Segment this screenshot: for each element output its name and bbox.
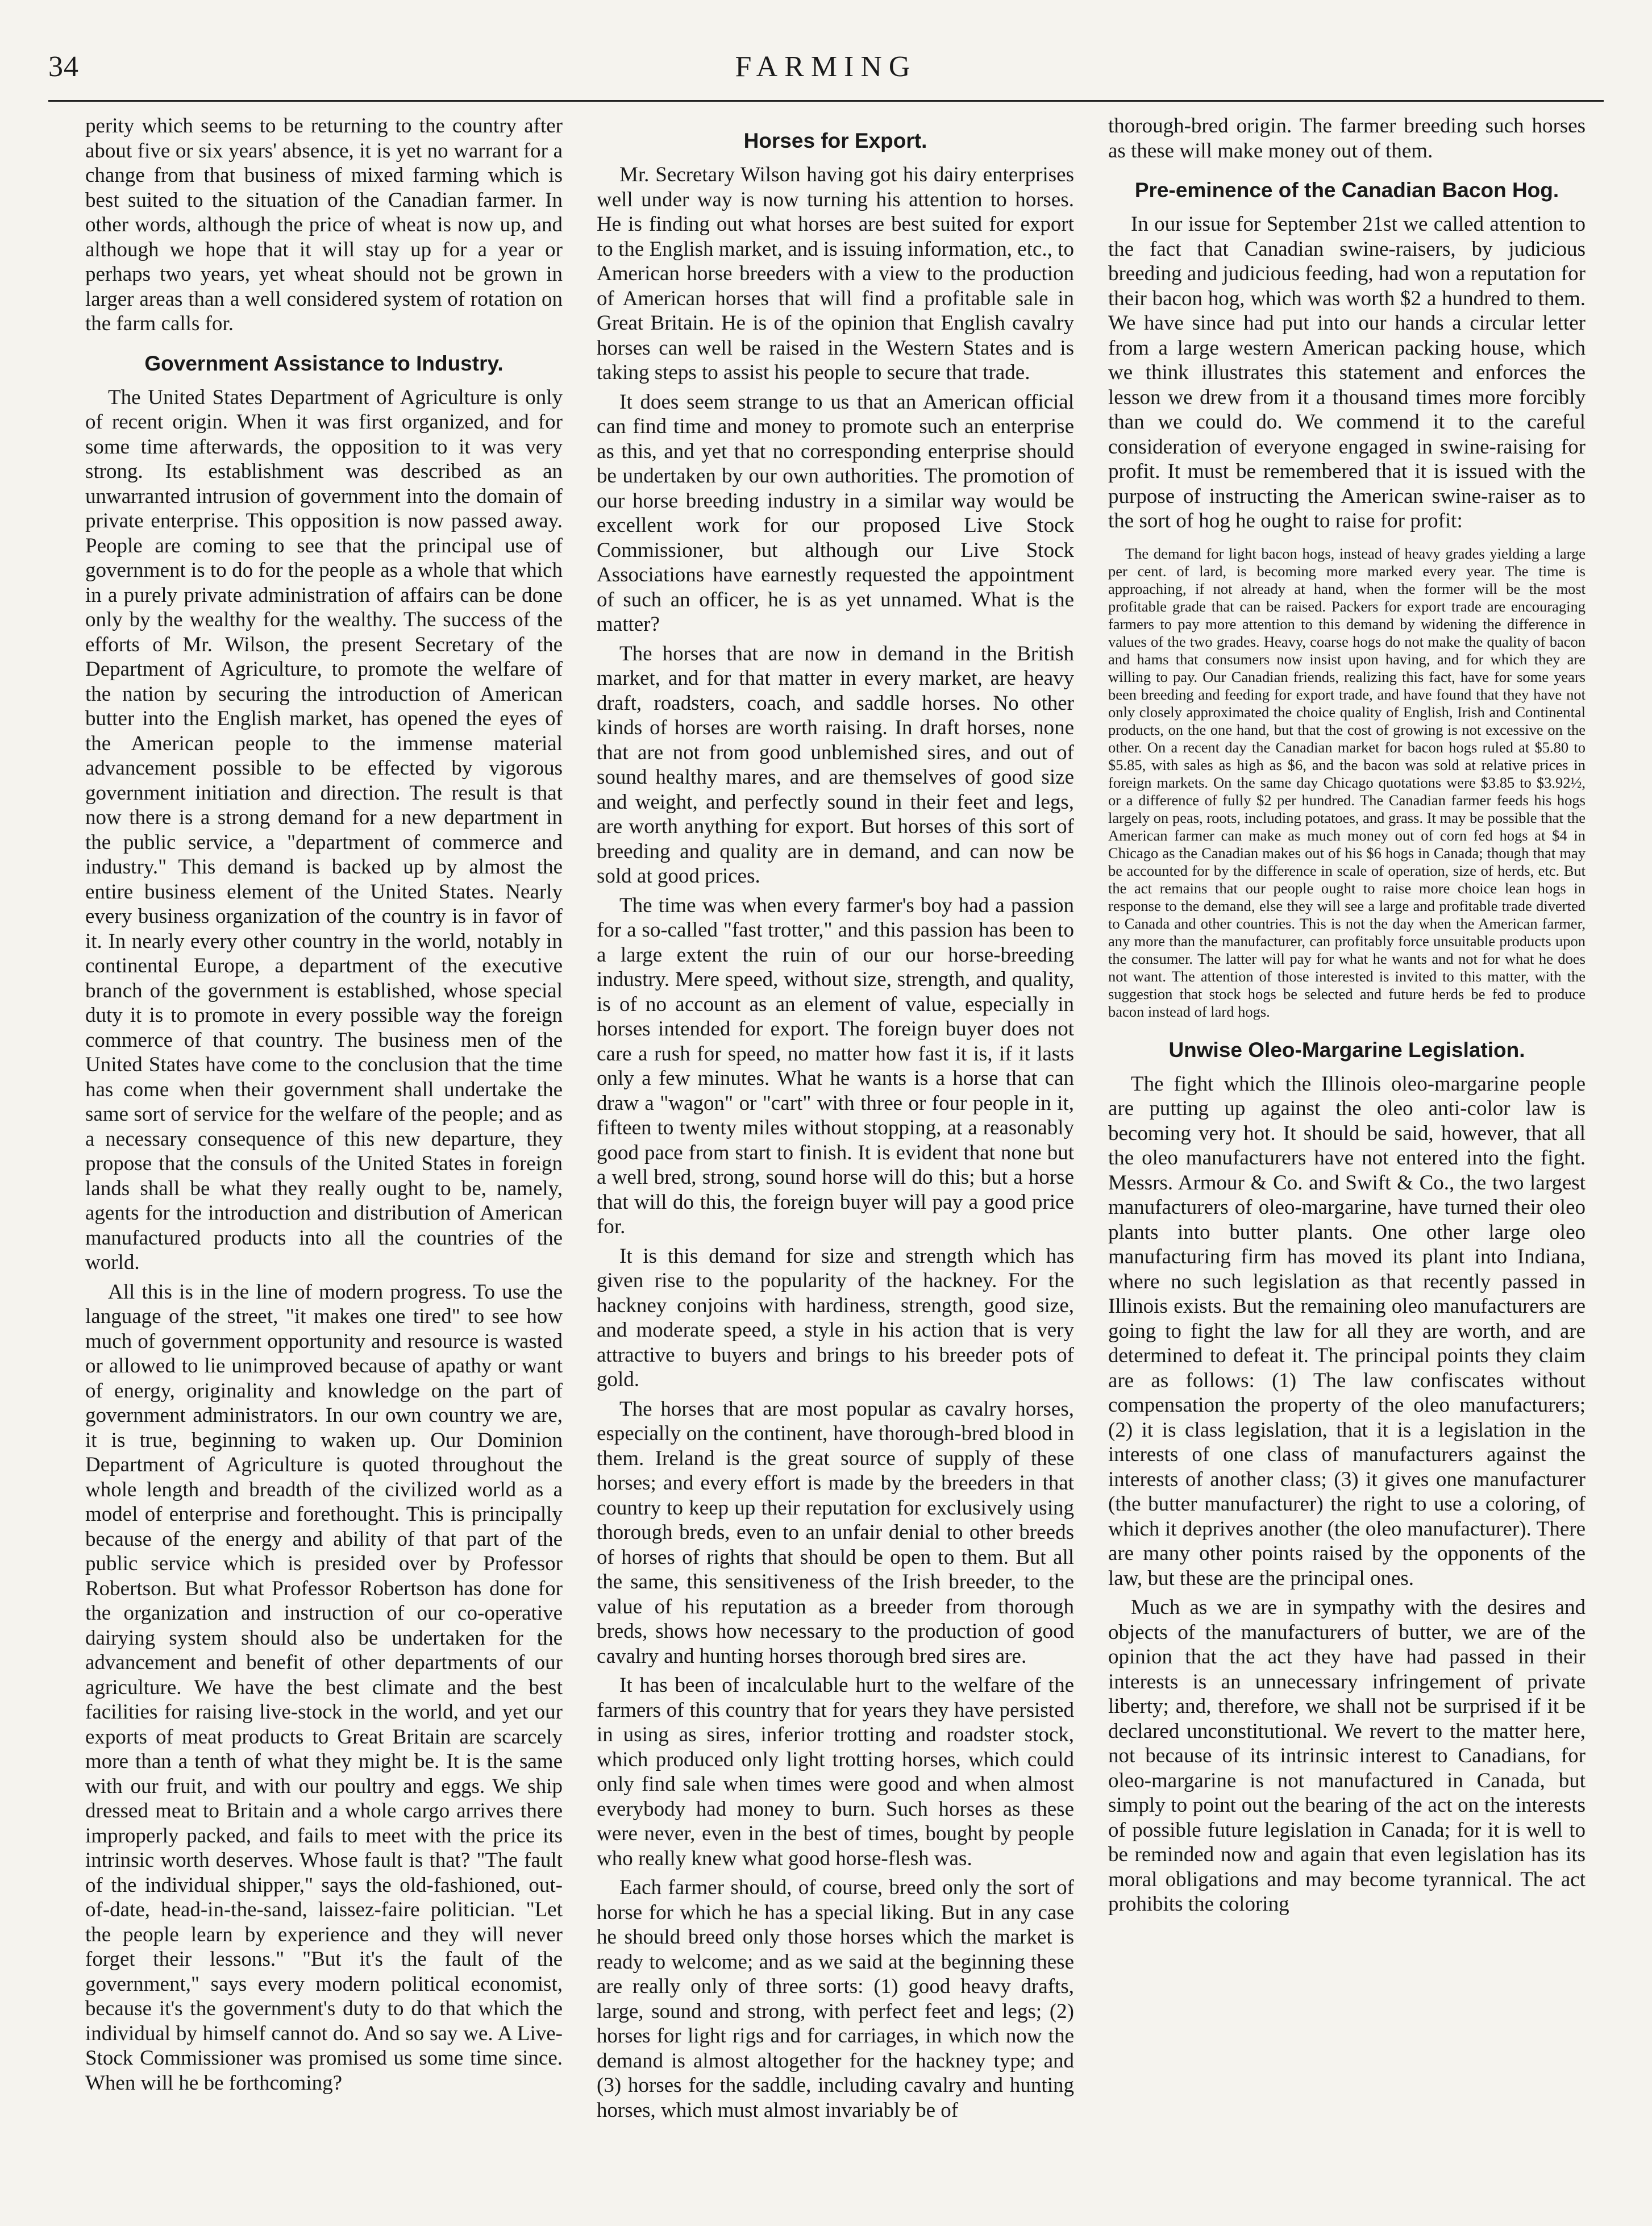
column-1 bbox=[85, 114, 563, 2171]
body-paragraph: The horses that are now in demand in the British market, and for that matter in every market, are heavy draft, roadsters, coach, and saddle horses. No other kinds of horses are worth raising. In draft horses, none that are not from good unblemished sires, and out of sound healthy mares, and are themselves of good size and weight, and perfectly sound in their feet and legs, are worth anything for export. But horses of this sort of breeding and quality are in demand, and can now be sold at good prices. bbox=[597, 642, 1074, 888]
body-paragraph: It is this demand for size and strength which has given rise to the popularity of the hackney. For the hackney conjoins with hardiness, strength, good size, and moderate speed, a style in his action that is very attractive to buyers and brings to his breeder pots of gold. bbox=[597, 1244, 1074, 1391]
body-paragraph: It has been of incalculable hurt to the welfare of the farmers of this country that for years they have persisted in using as sires, inferior trotting and roadster stock, which produced only light trotting horses, which could only find sale when times were good and when almost everybody had money to burn. Such horses as these were never, even in the best of times, bought by people who really knew what good horse-flesh was. bbox=[597, 1674, 1074, 1870]
quoted-paragraph: The demand for light bacon hogs, instead of heavy grades yielding a large per cent. of lard, is becoming more marked every year. The time is approaching, if not already at hand, when the former will be the most profitable grade that can be raised. Packers for export trade are encouraging farmers to pay more attention to this demand by widening the difference in values of the two grades. Heavy, coarse hogs do not make the quality of bacon and hams that consumers now insist upon having, and for which they are willing to pay. Our Canadian friends, realizing this fact, have for some years been breeding and feeding for export trade, and have found that they have not only closely approximated the choice quality of English, Irish and Continental products, on the one hand, but that the cost of growing is not excessive on the other. On a recent day the Canadian market for bacon hogs ruled at $5.80 to $5.85, with sales as high as $6, and the bacon was sold at relative prices in foreign markets. On the same day Chicago quotations were $3.85 to $3.92½, or a difference of fully $2 per hundred. The Canadian farmer feeds his hogs largely on peas, roots, including potatoes, and grass. It may be possible that the American farmer can make as much money out of corn fed hogs at $4 in Chicago as the Canadian makes out of his $6 hogs in Canada; though that may be accounted for by the difference in scale of operation, size of herds, etc. But the act remains that our people ought to raise more choice lean hogs in response to the demand, else they will see a large and profitable trade diverted to Canada and other countries. This is not the day when the American farmer, any more than the manufacturer, can profitably force unsuitable products upon the consumer. The latter will pay for what he wants and not for what he does not want. The attention of those interested is invited to this matter, with the suggestion that stock hogs be selected and future herds be fed to produce bacon instead of lard hogs. bbox=[1108, 544, 1586, 1020]
section-heading: Horses for Export. bbox=[743, 129, 927, 152]
column-2 bbox=[597, 114, 1074, 2171]
journal-title: FARMING bbox=[735, 51, 917, 83]
body-paragraph: thorough-bred origin. The farmer breeding such horses as these will make money out of them. bbox=[1108, 114, 1586, 163]
body-paragraph: Mr. Secretary Wilson having got his dairy enterprises well under way is now turning his attention to horses. He is finding out what horses are best suited for export to the English market, and is issuing information, etc., to American horse breeders with a view to the production of American horses that will find a profitable sale in Great Britain. He is of the opinion that English cavalry horses can well be raised in the Western States and is taking steps to assist his people to secure that trade. bbox=[597, 163, 1074, 384]
quoted-circular bbox=[1108, 545, 1586, 1021]
body-paragraph: The fight which the Illinois oleo-margarine people are putting up against the oleo anti-color law is becoming very hot. It should be said, however, that all the oleo manufacturers have not entered into the fight. Messrs. Armour & Co. and Swift & Co., the two largest manufacturers of oleo-margarine, have turned their oleo plants into butter plants. One other large oleo manufacturing firm has moved its plant into Indiana, where no such legislation as that recently passed in Illinois exists. But the remaining oleo manufacturers are going to fight the law for all they are worth, and are determined to defeat it. The principal points they claim are as follows: (1) The law confiscates without compensation the property of the oleo manufacturers; (2) it is class legislation, that it is a legislation in the interests of one class of manufacturers against the interests of another class; (3) it gives one manufacturer (the butter manufacturer) the right to use a coloring, of which it deprives another (the oleo manufacturer). There are many other points raised by the opponents of the law, but these are the principal ones. bbox=[1108, 1072, 1586, 1590]
body-paragraph: All this is in the line of modern progress. To use the language of the street, "it makes one tired" to see how much of government opportunity and resource is wasted or allowed to lie unimproved because of apathy or want of energy, originality and knowledge on the part of government administrators. In our own country we are, it is true, beginning to waken up. Our Dominion Department of Agriculture is quoted throughout the whole length and breadth of the civilized world as a model of enterprise and forethought. This is principally because of the energy and ability of that part of the public service which is presided over by Professor Robertson. But what Professor Robertson has done for the organization and instruction of our co-operative dairying system should also be undertaken for the advancement and benefit of other departments of our agriculture. We have the best climate and the best facilities for raising live-stock in the world, and yet our exports of meat products to Great Britain are scarcely more than a tenth of what they might be. It is the same with our fruit, and with our poultry and eggs. We ship dressed meat to Britain and a whole cargo arrives there improperly packed, and fails to meet with the price its intrinsic worth deserves. Whose fault is that? "The fault of the individual shipper," says the old-fashioned, out-of-date, head-in-the-sand, laissez-faire politician. "Let the people learn by experience and they will never forget their lessons." "But it's the fault of the government," says every modern political economist, because it's the government's duty to do that which the individual by himself cannot do. And so say we. A Live-Stock Commissioner was promised us some time since. When will he be forthcoming? bbox=[85, 1280, 563, 2095]
body-paragraph: The time was when every farmer's boy had a passion for a so-called "fast trotter," and this passion has been to a large extent the ruin of our our horse-breeding industry. Mere speed, without size, strength, and quality, is of no account as an element of value, especially in horses intended for export. The foreign buyer does not care a rush for speed, no matter how fast it is, if it lasts only a few minutes. What he wants is a horse that can draw a "wagon" or "cart" with three or four people in it, fifteen to twenty miles without stopping, at a reasonably good pace from start to finish. It is evident that none but a well bred, strong, sound horse will do this; but a horse that will do this, the foreign buyer will pay a good price for. bbox=[597, 893, 1074, 1238]
body-paragraph: In our issue for September 21st we called attention to the fact that Canadian swine-raisers, by judicious breeding and judicious feeding, had won a reputation for their bacon hog, which was worth $2 a hundred to them. We have since had put into our hands a circular letter from a large western American packing house, which we think illustrates this statement and enforces the lesson we drew from it a thousand times more forcibly than we could do. We commend it to the careful consideration of everyone engaged in swine-raising for profit. It must be remembered that it is issued with the purpose of instructing the American swine-raiser as to the sort of hog he ought to raise for profit: bbox=[1108, 213, 1586, 532]
header-rule bbox=[48, 100, 1604, 102]
body-paragraph: Much as we are in sympathy with the desires and objects of the manufacturers of butter, we are of the opinion that the act they have had passed in their interests is an unnecessary infringement of private liberty; and, therefore, we shall not be surprised if it be declared unconstitutional. We revert to the matter here, not because of its intrinsic interest to Canadians, for oleo-margarine is not manufactured in Canada, but simply to point out the bearing of the act on the interests of possible future legislation in Canada; for it is well to be reminded now and again that even legislation has its moral obligations and may become tyrannical. The act prohibits the coloring bbox=[1108, 1596, 1586, 1916]
body-paragraph: perity which seems to be returning to the country after about five or six years' absence, it is yet no warrant for a change from that business of mixed farming which is best suited to the situation of the Canadian farmer. In other words, although the price of wheat is now up, and although we hope that it will stay up for a year or perhaps two years, yet wheat should not be grown in larger areas than a well considered system of rotation on the farm calls for. bbox=[85, 114, 563, 335]
article-columns bbox=[85, 114, 1586, 2171]
column-3 bbox=[1108, 114, 1586, 2171]
section-heading: Pre-eminence of the Canadian Bacon Hog. bbox=[1134, 178, 1559, 202]
page-number: 34 bbox=[48, 51, 79, 83]
section-heading: Unwise Oleo-Margarine Legislation. bbox=[1168, 1038, 1525, 1062]
body-paragraph: The United States Department of Agriculture is only of recent origin. When it was first organized, and for some time afterwards, the opposition to it was very strong. Its establishment was described as an unwarranted intrusion of government into the domain of private enterprise. This opposition is now passed away. People are coming to see that the principal use of government is to do for the people as a whole that which in a purely private administration of affairs can be done only by the wealthy for the wealthy. The success of the efforts of Mr. Wilson, the present Secretary of the Department of Agriculture, to promote the welfare of the nation by securing the introduction of American butter into the English market, has opened the eyes of the American people to the immense material advancement possible to be effected by vigorous government initiation and direction. The result is that now there is a strong demand for a new department in the public service, a "department of commerce and industry." This demand is backed up by almost the entire business element of the United States. Nearly every business organization of the country is in favor of it. In nearly every other country in the world, notably in continental Europe, a department of the executive branch of the government is established, whose special duty it is to promote in every possible way the foreign commerce of that country. The business men of the United States have come to the conclusion that the time has come when their government shall undertake the same sort of service for the welfare of the people; and as a necessary consequence of this new departure, they propose that the consuls of the United States in foreign lands shall be what they really ought to be, namely, agents for the introduction and distribution of American manufactured products into all the countries of the world. bbox=[85, 385, 563, 1274]
body-paragraph: It does seem strange to us that an American official can find time and money to promote such an enterprise as this, and yet that no corresponding enterprise should be undertaken by our own authorities. The promotion of our horse breeding industry in a similar way would be excellent work for our proposed Live Stock Commissioner, but although our Live Stock Associations have earnestly requested the appointment of such an officer, he is as yet unnamed. What is the matter? bbox=[597, 390, 1074, 636]
body-paragraph: The horses that are most popular as cavalry horses, especially on the continent, have thorough-bred blood in them. Ireland is the great source of supply of these horses; and every effort is made by the breeders in that country to keep up their reputation for exclusively using thorough breds, even to an unfair denial to other breeds of horses of rights that should be open to them. But all the same, this sensitiveness of the Irish breeder, to the value of his reputation as a breeder from thorough breds, shows how necessary to the production of good cavalry and hunting horses thorough bred sires are. bbox=[597, 1397, 1074, 1668]
page-header bbox=[48, 50, 1604, 101]
body-paragraph: Each farmer should, of course, breed only the sort of horse for which he has a special liking. But in any case he should breed only those horses which the market is ready to welcome; and as we said at the beginning these are really only of three sorts: (1) good heavy drafts, large, sound and strong, with perfect feet and legs; (2) horses for light rigs and for carriages, in which now the demand is almost altogether for the hackney type; and (3) horses for the saddle, including cavalry and hunting horses, which must almost invariably be of bbox=[597, 1876, 1074, 2122]
section-heading: Government Assistance to Industry. bbox=[144, 351, 503, 375]
